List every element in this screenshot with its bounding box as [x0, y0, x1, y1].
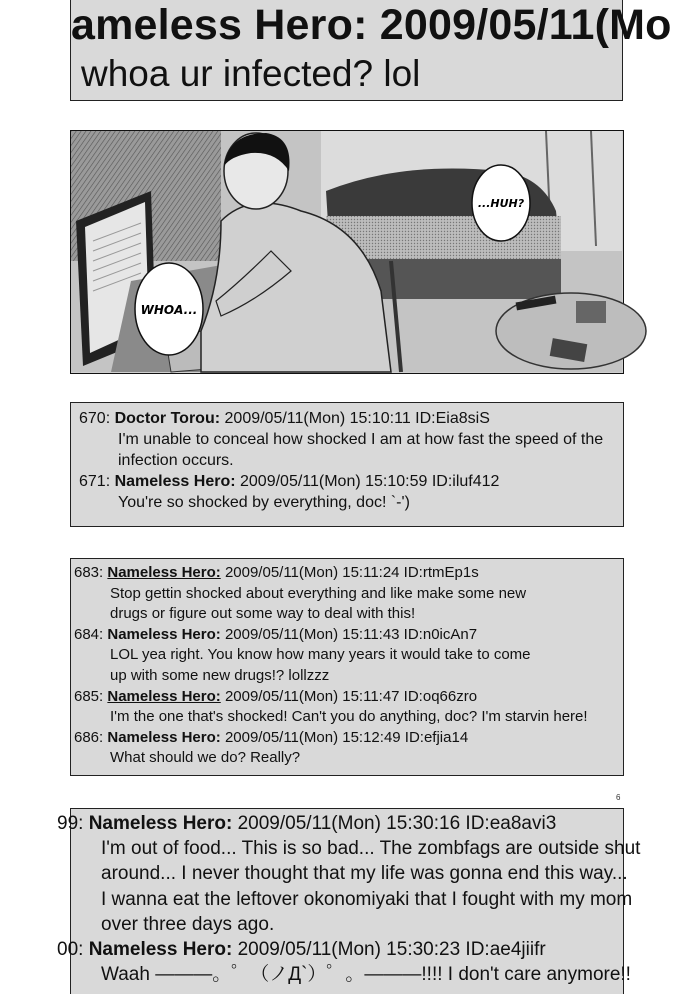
poster-name: Nameless Hero: [88, 813, 233, 834]
post-699 [57, 811, 641, 937]
post-meta: 2009/05/11(Mon) 15:10:59 ID:iluf412 [240, 473, 500, 490]
post-number: 683: [74, 564, 104, 581]
post-number: 684: [74, 625, 104, 643]
post-meta: 2009/05/11(Mon) 15:10:11 ID:Eia8siS [224, 410, 490, 427]
poster-name: Nameless Hero: [88, 939, 233, 961]
top-post-header: ameless Hero: 2009/05/11(Mo [71, 1, 672, 49]
room-illustration [71, 131, 622, 372]
post-header [57, 811, 623, 836]
post-body [71, 836, 641, 937]
post-body [74, 707, 623, 728]
poster-name: Nameless Hero: [107, 625, 221, 643]
post-header [79, 471, 623, 492]
top-post-message: whoa ur infected? lol [81, 53, 421, 94]
post-header [74, 625, 623, 646]
post-line: up with some new drugs!? lollzzz [110, 666, 330, 684]
poster-name: Nameless Hero: [107, 728, 221, 746]
post-685 [74, 687, 623, 728]
post-683 [74, 563, 623, 625]
post-body [74, 584, 623, 625]
thread-box-683 [70, 558, 624, 776]
post-number: 00: [57, 939, 84, 961]
post-line: LOL yea right. You know how many years it would take to come [110, 646, 531, 664]
post-number: 670: [79, 410, 111, 427]
post-684 [74, 625, 623, 687]
post-number: 99: [57, 813, 84, 834]
post-header [79, 408, 623, 429]
thread-box-670 [70, 402, 624, 527]
post-body [74, 748, 623, 769]
post-number: 686: [74, 728, 104, 746]
post-line: What should we do? Really? [110, 749, 301, 767]
manga-panel [70, 130, 624, 374]
poster-name: Doctor Torou: [114, 410, 221, 427]
post-header [74, 728, 623, 749]
post-header [57, 937, 623, 962]
poster-name: Nameless Hero: [107, 687, 221, 705]
post-line: I'm the one that's shocked! Can't you do anything, doc? I'm starvin here! [110, 708, 588, 726]
thread-box-699 [57, 808, 641, 994]
poster-name: Nameless Hero: [114, 473, 236, 490]
post-header [74, 687, 623, 708]
speech-bubble-right-text: ...HUH? [477, 197, 525, 210]
post-body [71, 962, 631, 987]
post-700 [57, 937, 631, 987]
post-meta: 2009/05/11(Mon) 15:11:47 ID:oq66zro [224, 687, 478, 705]
post-line: I'm unable to conceal how shocked I am at how fast the speed of the [118, 431, 604, 448]
post-686 [74, 728, 623, 769]
post-header [74, 563, 623, 584]
post-meta: 2009/05/11(Mon) 15:30:16 ID:ea8avi3 [237, 813, 557, 834]
post-number: 685: [74, 687, 104, 705]
post-line: over three days ago. [101, 913, 275, 935]
post-meta: 2009/05/11(Mon) 15:12:49 ID:efjia14 [224, 728, 469, 746]
post-body [74, 645, 623, 686]
post-line: You're so shocked by everything, doc! `-') [118, 494, 410, 511]
top-post-box [70, 0, 672, 101]
speech-bubble-left-text: WHOA... [140, 303, 198, 317]
post-line: I'm out of food... This is so bad... The zombfags are outside shut [101, 838, 641, 860]
post-meta: 2009/05/11(Mon) 15:11:43 ID:n0icAn7 [224, 625, 478, 643]
post-670 [79, 408, 623, 471]
post-671 [79, 471, 623, 513]
post-line: I wanna eat the leftover okonomiyaki that I fought with my mom [101, 888, 633, 910]
post-line: drugs or figure out some way to deal with this! [110, 605, 416, 623]
post-body [79, 492, 623, 513]
post-line: around... I never thought that my life was gonna end this way... [101, 863, 628, 885]
post-meta: 2009/05/11(Mon) 15:11:24 ID:rtmEp1s [224, 564, 479, 581]
post-line: infection occurs. [118, 452, 234, 469]
post-line: Stop gettin shocked about everything and like make some new [110, 584, 527, 602]
post-meta: 2009/05/11(Mon) 15:30:23 ID:ae4jiifr [237, 939, 546, 961]
post-number: 671: [79, 473, 111, 490]
post-line: Waah ―――。゜（ノД`）゜。―――!!!! I don't care anymore!! [101, 964, 631, 986]
post-body [79, 429, 623, 471]
poster-name: Nameless Hero: [107, 564, 221, 581]
page-number: 6 [616, 793, 621, 802]
